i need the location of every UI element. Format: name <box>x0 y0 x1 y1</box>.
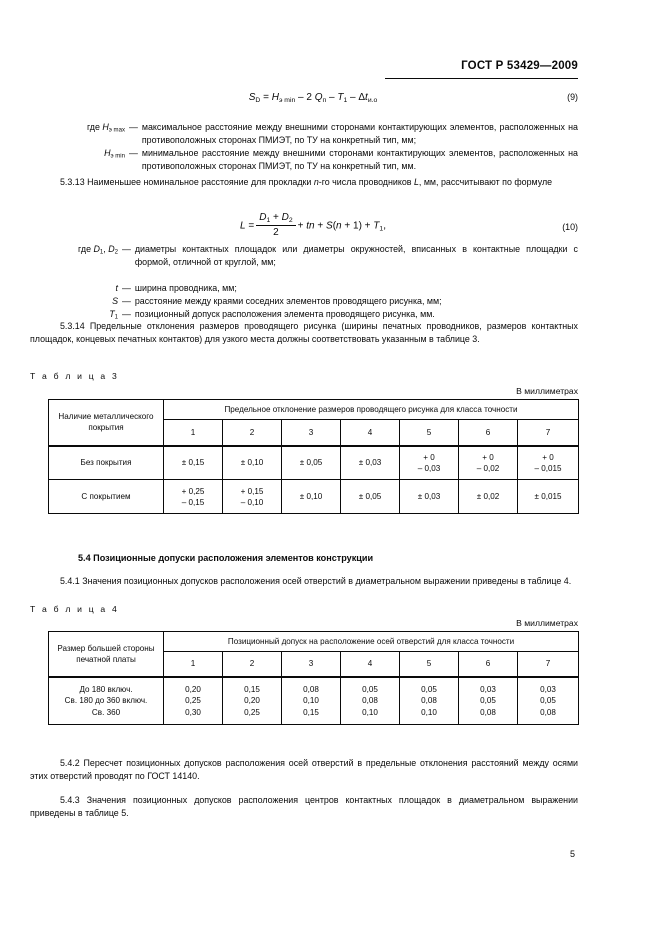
table-row <box>49 446 579 480</box>
table-4-header-group-row <box>49 632 579 652</box>
table-3-class-header: 4 <box>341 420 400 446</box>
table-4-cell-column: 0,08 0,10 0,15 <box>282 677 341 725</box>
standard-designation: ГОСТ Р 53429—2009 <box>461 60 578 72</box>
table-4-cell-column: 0,05 0,08 0,10 <box>341 677 400 725</box>
table-3-cell: + 0 – 0,03 <box>400 446 459 480</box>
table-3-cell: ± 0,10 <box>223 446 282 480</box>
table-3-units-note: В миллиметрах <box>516 386 578 396</box>
where-dash: — <box>129 122 138 132</box>
table-row <box>49 480 579 514</box>
formula-9-expression: $S_D = H_{э min} - 2$ $Q_п - T_1 - \Delta t_{и.о}$ <box>248 92 378 104</box>
where-symbol: где $H_{э max}$ <box>86 122 125 134</box>
table-4-class-header: 1 <box>164 652 223 677</box>
table-3-cell: + 0 – 0,02 <box>459 446 518 480</box>
table-3-class-header: 7 <box>518 420 579 446</box>
where-symbol: где $D_1$, $D_2$ <box>78 244 118 256</box>
table-4-class-header: 4 <box>341 652 400 677</box>
table-4-class-header: 7 <box>518 652 579 677</box>
table-4-caption: Т а б л и ц а 4 <box>30 604 119 614</box>
where-definition: позиционный допуск расположения элемента проводящего рисунка, мм. <box>134 309 435 320</box>
table-row <box>49 677 579 725</box>
clause-5-3-13: 5.3.13 Наименьшее номинальное расстояние для прокладки n-го числа проводников L, мм, рассчитывают по формуле <box>60 177 553 187</box>
where-list-formula-9 <box>30 121 578 173</box>
table-3-class-header: 1 <box>164 420 223 446</box>
table-3-caption: Т а б л и ц а 3 <box>30 371 119 381</box>
formula-10-fraction: $\frac{D_1 + D_2}{2}$ <box>256 212 295 238</box>
table-4-class-header: 2 <box>223 652 282 677</box>
table-4-cell-column: 0,15 0,20 0,25 <box>223 677 282 725</box>
table-3 <box>48 399 579 514</box>
table-3-cell: + 0,25 – 0,15 <box>164 480 223 514</box>
table-3-cell: + 0,15 – 0,10 <box>223 480 282 514</box>
where-definition: расстояние между краями соседних элементов проводящего рисунка, мм; <box>134 296 442 307</box>
where-symbol: $T_1$ <box>109 309 118 322</box>
where-symbol: t <box>115 283 118 294</box>
header-divider-rule <box>385 78 578 79</box>
formula-9-number: (9) <box>567 92 578 102</box>
where-item <box>30 147 578 173</box>
where-definition: ширина проводника, мм; <box>134 283 237 294</box>
table-3-class-header: 5 <box>400 420 459 446</box>
table-4-col1-header: Размер большей стороны печатной платы <box>49 632 164 677</box>
where-symbol: S <box>112 296 118 307</box>
table-3-cell: ± 0,10 <box>282 480 341 514</box>
table-3-row-label: С покрытием <box>49 480 164 514</box>
where-item <box>30 295 578 308</box>
table-3-row-label: Без покрытия <box>49 446 164 480</box>
where-definition: максимальное расстояние между внешними сторонами контактирующих элементов, расположенных на противоположных сторонах ПМИЭТ, по ТУ на конкретный тип, мм; <box>141 122 578 146</box>
table-3-group-header: Предельное отклонение размеров проводящего рисунка для класса точности <box>164 400 579 420</box>
table-3-cell: + 0 – 0,015 <box>518 446 579 480</box>
clause-5-3-14: 5.3.14 Предельные отклонения размеров проводящего рисунка (ширины печатных проводников, размеров контактных площадок, концевых печатных контактов) для узкого места должны соответствовать указанным в таблице 3. <box>30 321 578 345</box>
table-4-units-note: В миллиметрах <box>516 618 578 628</box>
where-dash: — <box>122 309 131 320</box>
where-list-formula-10 <box>30 243 578 325</box>
table-3-class-header: 3 <box>282 420 341 446</box>
where-item <box>30 282 578 295</box>
where-definition: диаметры контактных площадок или диаметры окружностей, вписанных в контактные площадки с формой, отличной от круглой, мм; <box>134 244 578 268</box>
formula-10-expression: L = $\frac{D_1 + D_2}{2}$ + tn + $S(n + 1) + T_1$, <box>240 212 386 238</box>
table-4-group-header: Позиционный допуск на расположение осей отверстий для класса точности <box>164 632 579 652</box>
where-symbol: $H_{э min}$ <box>104 148 125 160</box>
table-4-class-header: 5 <box>400 652 459 677</box>
table-4 <box>48 631 579 725</box>
table-3-cell: ± 0,015 <box>518 480 579 514</box>
page-number: 5 <box>570 849 576 859</box>
table-3-cell: ± 0,03 <box>400 480 459 514</box>
table-3-class-header: 6 <box>459 420 518 446</box>
table-3-col1-header: Наличие металлического покрытия <box>49 400 164 446</box>
where-item <box>30 121 578 147</box>
where-dash: — <box>129 148 138 159</box>
table-4-cell-column: 0,05 0,08 0,10 <box>400 677 459 725</box>
table-4-cell-column: 0,03 0,05 0,08 <box>459 677 518 725</box>
where-item <box>30 243 578 269</box>
table-4-row-labels: До 180 включ. Св. 180 до 360 включ. Св. 360 <box>49 677 164 725</box>
clause-5-4-1: 5.4.1 Значения позиционных допусков расположения осей отверстий в диаметральном выражении приведены в таблице 4. <box>60 576 572 586</box>
where-dash: — <box>122 283 131 294</box>
table-4-cell-column: 0,20 0,25 0,30 <box>164 677 223 725</box>
where-dash: — <box>122 296 131 307</box>
table-4-cell-column: 0,03 0,05 0,08 <box>518 677 579 725</box>
table-3-class-header: 2 <box>223 420 282 446</box>
section-5-4-heading: 5.4 Позиционные допуски расположения элементов конструкции <box>78 553 374 563</box>
table-3-cell: ± 0,02 <box>459 480 518 514</box>
table-4-class-header: 3 <box>282 652 341 677</box>
formula-10-number: (10) <box>562 222 578 232</box>
where-definition: минимальное расстояние между внешними сторонами контактирующих элементов, расположенных на противоположных сторонах ПМИЭТ, по ТУ на конкретный тип, мм. <box>141 148 578 172</box>
where-dash: — <box>122 244 131 254</box>
table-3-cell: ± 0,03 <box>341 446 400 480</box>
table-3-cell: ± 0,05 <box>282 446 341 480</box>
table-3-cell: ± 0,15 <box>164 446 223 480</box>
clause-5-4-3: 5.4.3 Значения позиционных допусков расположения центров контактных площадок в диаметральном выражении приведены в таблице 5. <box>30 795 578 819</box>
table-4-class-header: 6 <box>459 652 518 677</box>
table-3-cell: ± 0,05 <box>341 480 400 514</box>
table-3-header-group-row <box>49 400 579 420</box>
clause-5-4-2: 5.4.2 Пересчет позиционных допусков расположения осей отверстий в предельные отклонения расстояний между осями этих отверстий проводят по ГОСТ 14140. <box>30 758 578 782</box>
